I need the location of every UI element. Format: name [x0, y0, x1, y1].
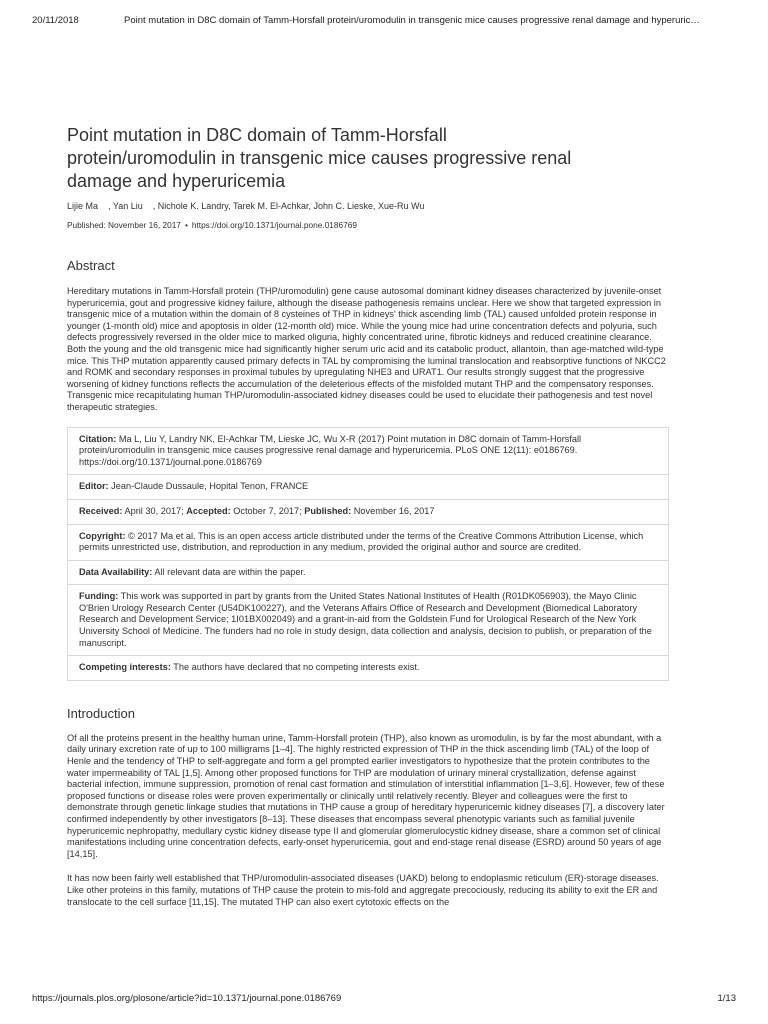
author-link[interactable]: Lijie Ma: [67, 201, 99, 211]
article: [67, 124, 667, 908]
author-link[interactable]: , Yan Liu: [108, 201, 143, 211]
copyright-text: © 2017 Ma et al. This is an open access article distributed under the terms of the Creative Commons Attribution License, which permits unrestricted use, distribution, and reproduction in any medium, provided the original author and source are credited.: [79, 530, 644, 553]
article-title: Point mutation in D8C domain of Tamm-Horsfall protein/uromodulin in transgenic mice causes progressive renal damage and hyperuricemia: [67, 125, 572, 191]
accepted-label: Accepted:: [186, 505, 231, 516]
abstract-heading: Abstract: [67, 258, 115, 273]
accepted-date: October 7, 2017;: [230, 505, 305, 516]
published-date-info: November 16, 2017: [351, 505, 435, 516]
competing-interests-text: The authors have declared that no competing interests exist.: [170, 662, 420, 673]
print-url: https://journals.plos.org/plosone/article?id=10.1371/journal.pone.0186769: [32, 993, 342, 1004]
author-link[interactable]: , Nichole K. Landry, Tarek M. El-Achkar, John C. Lieske, Xue-Ru Wu: [152, 201, 425, 211]
published-label: Published:: [304, 505, 352, 516]
print-date: 20/11/2018: [32, 15, 79, 26]
copyright-row: [68, 524, 668, 560]
introduction-paragraph: Of all the proteins present in the healthy human urine, Tamm-Horsfall protein (THP), also known as uromodulin, is by far the most abundant, with a daily urinary excretion rate of up to 100 milligrams [1–4]. The highly restricted expression of THP in the thick ascending limb (TAL) of the loop of Henle and the tendency of THP to self-aggregate and form a gel prompted earlier investigators to hypothesize that the protein contributes to the water impermeability of TAL [1,5]. Among other proposed functions for THP are modulation of urinary mineral crystallization, defense against bacterial infection, immune suppression, promotion of renal cast formation and stimulation of interstitial inflammation [1–3,6]. However, few of these proposed functions or disease roles were proven experimentally or clinically until relatively recently. Bleyer and colleagues were the first to demonstrate through genetic linkage studies that mutations in THP cause a group of hereditary hyperuricemic kidney diseases [7], a discovery later confirmed independently by other investigators [8–13]. These diseases that encompass several phenotypic variants such as familial juvenile hyperuricemic nephropathy, medullary cystic kidney disease type II and glomerular glomerulocystic kidney disease, share a common set of clinical manifestations including urine concentration defects, early-onset hyperuricemia, gout and end-stage renal disease (ESRD) around 50 years of age [14,15].: [67, 732, 665, 859]
citation-text: Ma L, Liu Y, Landry NK, El-Achkar TM, Lieske JC, Wu X-R (2017) Point mutation in D8C domain of Tamm-Horsfall protein/uromodulin in transgenic mice causes progressive renal damage and hyperuricemia. PLoS ONE 12(11): e0186769. https://doi.org/10.1371/journal.pone.0186769: [79, 433, 582, 467]
author-list: [67, 201, 667, 211]
funding-text: This work was supported in part by grants from the United States National Institutes of Health (R01DK056903), the Mayo Clinic O'Brien Urology Research Center (U54DK100227), and the Veterans Affairs Office of Research and Development (Biomedical Laboratory Research and Development Service; 1I01BX002049) and a grant-in-aid from the Goldstein Fund for Urological Research of the New York University School of Medicine. The funders had no role in study design, data collection and analysis, decision to publish, or preparation of the manuscript.: [79, 591, 652, 648]
competing-interests-row: [68, 655, 668, 680]
article-info-box: [67, 427, 669, 681]
abstract-text: Hereditary mutations in Tamm-Horsfall protein (THP/uromodulin) gene cause autosomal dominant kidney diseases characterized by juvenile-onset hyperuricemia, gout and progressive kidney failure, although the disease pathogenesis remains unclear. Here we show that targeted expression in transgenic mice of a mutation within the domain of 8 cysteines of THP in kidneys' thick ascending limb (TAL) caused unfolded protein response in younger (1-month old) mice and apoptosis in older (12-month old) mice. While the young mice had urine concentration defects and polyuria, such defects progressively reversed in the older mice to marked oliguria, highly concentrated urine, fibrotic kidneys and reduced creatinine clearance. Both the young and the old transgenic mice had significantly higher serum uric acid and its catabolic product, allantoin, than age-matched wild-type mice. This THP mutation apparently caused primary defects in TAL by compromising the luminal translocation and reabsorptive functions of NKCC2 and ROMK and secondary responses in proximal tubules by upregulating NHE3 and URAT1. Our results strongly suggest that the progressive worsening of kidney functions reflects the accumulation of the deleterious effects of the misfolded mutant THP and the compensatory responses. Transgenic mice recapitulating human THP/uromodulin-associated kidney diseases could be used to elucidate their pathogenesis and test novel therapeutic strategies.: [67, 286, 666, 412]
introduction-heading: Introduction: [67, 705, 135, 721]
funding-row: [68, 584, 668, 655]
received-date: April 30, 2017;: [122, 505, 187, 516]
citation-label: Citation:: [79, 433, 117, 444]
page-counter: 1/13: [717, 993, 736, 1004]
dates-row: [68, 499, 668, 524]
data-availability-text: All relevant data are within the paper.: [152, 566, 306, 577]
data-availability-row: [68, 560, 668, 585]
editor-label: Editor:: [79, 481, 109, 492]
funding-label: Funding:: [79, 591, 119, 602]
publication-meta: [67, 220, 667, 230]
editor-row: [68, 474, 668, 499]
copyright-label: Copyright:: [79, 530, 126, 541]
received-label: Received:: [79, 505, 123, 516]
published-date: Published: November 16, 2017: [67, 220, 181, 230]
doi-link[interactable]: https://doi.org/10.1371/journal.pone.0186769: [191, 220, 357, 230]
data-availability-label: Data Availability:: [79, 566, 153, 577]
introduction-paragraph: It has now been fairly well established that THP/uromodulin-associated diseases (UAKD) belong to endoplasmic reticulum (ER)-storage diseases. Like other proteins in this family, mutations of THP cause the protein to mis-fold and aggregate precociously, reducing its ability to exit the ER and translocate to the cell surface [11,15]. The mutated THP can also exert cytotoxic effects on the: [67, 873, 659, 907]
editor-text: Jean-Claude Dussaule, Hopital Tenon, FRANCE: [108, 481, 309, 492]
bullet-separator: •: [184, 220, 188, 230]
competing-interests-label: Competing interests:: [79, 662, 171, 673]
print-page-title: Point mutation in D8C domain of Tamm-Horsfall protein/uromodulin in transgenic mice causes progressive renal damage and hyperuric…: [124, 15, 700, 26]
citation-row: [68, 428, 668, 475]
